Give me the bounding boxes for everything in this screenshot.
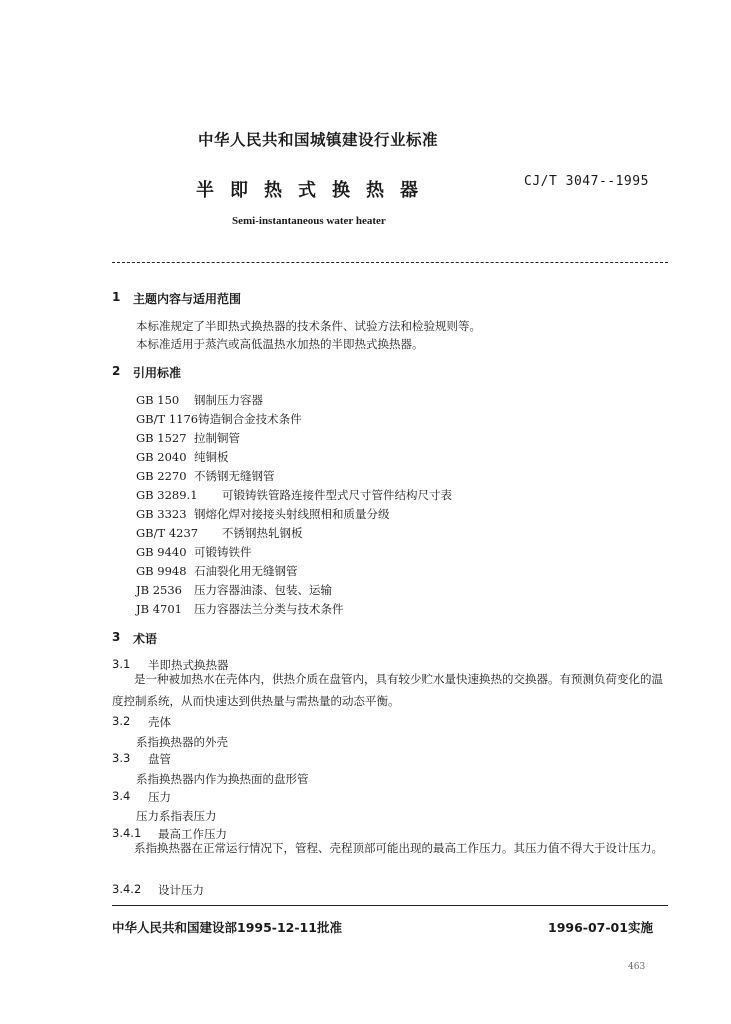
section-2-title: 引用标准 [133,366,182,380]
term-3-3-definition: 系指换热器内作为换热面的盘形管 [136,772,309,786]
reference-item [136,525,303,541]
term-3-4-number: 3.4 [112,789,131,803]
reference-code: GB 1527 [136,431,187,445]
term-3-3-title: 盘管 [148,752,171,766]
reference-item [136,468,275,484]
effective-date: 1996-07-01实施 [548,920,653,935]
term-3-3-number: 3.3 [112,751,131,765]
reference-item [136,601,344,617]
reference-item [136,544,252,560]
standard-code: CJ/T 3047--1995 [524,174,649,189]
term-3-1-number: 3.1 [112,657,131,671]
term-3-2-definition: 系指换热器的外壳 [136,735,228,749]
reference-code: GB 2270 [136,469,187,483]
reference-item [136,411,302,427]
reference-item [136,506,390,522]
term-3-1-definition: 是一种被加热水在壳体内，供热介质在盘管内，具有较少贮水量快速换热的交换器。有预测负荷变化的温度控制系统，从而快速达到供热量与需热量的动态平衡。 [112,672,663,708]
reference-code: GB/T 1176 [136,412,199,426]
section-1-number: 1 [112,290,121,304]
term-3-4-2-title: 设计压力 [158,883,204,897]
term-3-4-1-title: 最高工作压力 [158,827,227,841]
reference-code: JB 2536 [136,583,182,597]
reference-item [136,582,332,598]
reference-code: GB/T 4237 [136,526,199,540]
issuing-organization: 中华人民共和国城镇建设行业标准 [198,131,439,149]
reference-code: GB 2040 [136,450,187,464]
reference-code: GB 150 [136,393,180,407]
reference-item [136,430,240,446]
reference-name: 压力容器油漆、包装、运输 [194,583,332,597]
reference-name: 不锈钢热轧钢板 [222,526,303,540]
reference-name: 钢熔化焊对接接头射线照相和质量分级 [194,507,390,521]
english-title: Semi-instantaneous water heater [232,215,386,227]
reference-name: 纯铜板 [194,450,229,464]
term-3-4-2-number: 3.4.2 [112,882,142,896]
reference-name: 拉制铜管 [194,431,240,445]
reference-name: 可锻铸铁管路连接件型式尺寸管件结构尺寸表 [222,488,452,502]
reference-code: GB 9948 [136,564,187,578]
section-1-title: 主题内容与适用范围 [133,292,242,306]
reference-code: GB 3289.1 [136,488,198,502]
section-2-number: 2 [112,364,121,378]
term-3-4-definition: 压力系指表压力 [136,809,217,823]
section-3-number: 3 [112,630,121,644]
term-3-4-title: 压力 [148,790,171,804]
term-3-2-title: 壳体 [148,715,171,729]
reference-name: 钢制压力容器 [194,393,263,407]
reference-item [136,563,298,579]
term-3-4-1-definition: 系指换热器在正常运行情况下，管程、壳程顶部可能出现的最高工作压力。其压力值不得大于设计压力。 [134,841,663,855]
term-3-1-title: 半即热式换热器 [148,658,229,672]
approval-line: 中华人民共和国建设部1995-12-11批准 [112,920,342,935]
section-3-title: 术语 [133,632,158,646]
reference-name: 不锈钢无缝钢管 [194,469,275,483]
reference-name: 铸造铜合金技术条件 [198,412,302,426]
reference-code: JB 4701 [136,602,182,616]
term-3-2-number: 3.2 [112,714,131,728]
reference-code: GB 9440 [136,545,187,559]
term-3-4-1-number: 3.4.1 [112,826,142,840]
reference-item [136,392,263,408]
section-1-line: 本标准规定了半即热式换热器的技术条件、试验方法和检验规则等。 [136,319,481,333]
section-1-line: 本标准适用于蒸汽或高低温热水加热的半即热式换热器。 [136,337,424,351]
reference-name: 石油裂化用无缝钢管 [194,564,298,578]
reference-item [136,487,452,503]
reference-item [136,449,229,465]
reference-name: 压力容器法兰分类与技术条件 [194,602,344,616]
reference-code: GB 3323 [136,507,187,521]
footer-divider [112,905,668,906]
page-number: 463 [628,962,646,972]
header-divider [112,262,668,263]
standard-title: 半即热式换热器 [196,180,434,201]
reference-name: 可锻铸铁件 [194,545,252,559]
